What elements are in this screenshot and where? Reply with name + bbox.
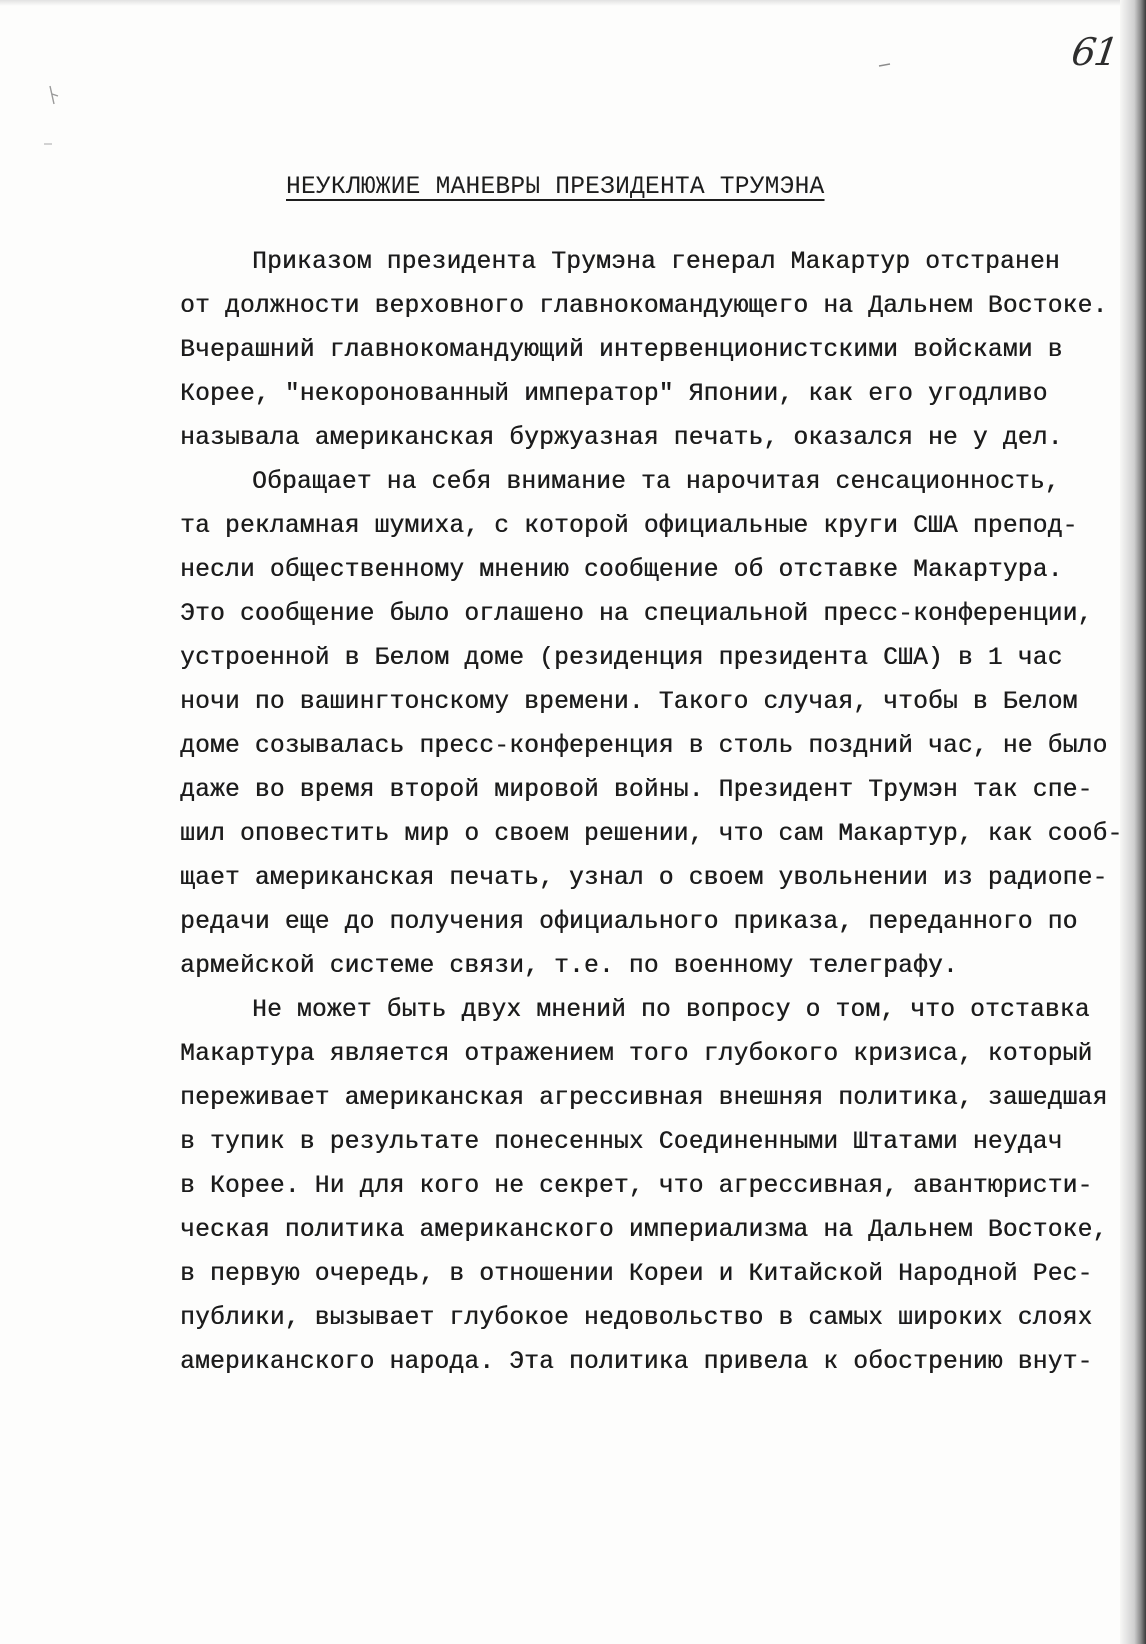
text-line: Это сообщение было оглашено на специальной пресс-конференции, [180,601,1093,628]
folio-number: 61 [1068,30,1120,74]
text-line: щает американская печать, узнал о своем увольнении из радиопе- [180,865,1108,892]
text-line: Корее, "некоронованный император" Японии, как его угодливо [180,381,1048,408]
page-right-edge [1120,0,1146,1644]
text-line: несли общественному мнению сообщение об отставке Макартура. [180,557,1063,584]
document-title: НЕУКЛЮЖИЕ МАНЕВРЫ ПРЕЗИДЕНТА ТРУМЭНА [286,174,825,201]
text-line: переживает американская агрессивная внешняя политика, зашедшая [180,1085,1108,1112]
text-line: армейской системе связи, т.е. по военному телеграфу. [180,953,958,980]
text-line: ночи по вашингтонскому времени. Такого случая, чтобы в Белом [180,689,1078,716]
text-line: ческая политика американского империализма на Дальнем Востоке, [180,1217,1108,1244]
text-line: устроенной в Белом доме (резиденция президента США) в 1 час [180,645,1063,672]
text-line: Не может быть двух мнений по вопросу о том, что отставка [252,997,1090,1024]
text-line: шил оповестить мир о своем решении, что сам Макартур, как сооб- [180,821,1123,848]
page-top-edge [0,0,1146,6]
text-line: Вчерашний главнокомандующий интервенционистскими войсками в [180,337,1063,364]
text-line: редачи еще до получения официального приказа, переданного по [180,909,1078,936]
pencil-mark-icon [42,82,82,162]
text-line: в Корее. Ни для кого не секрет, что агрессивная, авантюристи- [180,1173,1093,1200]
text-line: в тупик в результате понесенных Соединенными Штатами неудач [180,1129,1063,1156]
text-line: в первую очередь, в отношении Кореи и Китайской Народной Рес- [180,1261,1093,1288]
text-line: публики, вызывает глубокое недовольство в самых широких слоях [180,1305,1093,1332]
text-line: Приказом президента Трумэна генерал Макартур отстранен [252,249,1060,276]
text-line: даже во время второй мировой войны. Президент Трумэн так спе- [180,777,1093,804]
ink-speck-icon [878,62,892,68]
text-line: Обращает на себя внимание та нарочитая сенсационность, [252,469,1060,496]
text-line: называла американская буржуазная печать, оказался не у дел. [180,425,1063,452]
text-line: от должности верховного главнокомандующего на Дальнем Востоке. [180,293,1108,320]
text-line: та рекламная шумиха, с которой официальные круги США препод- [180,513,1078,540]
text-line: американского народа. Эта политика привела к обострению внут- [180,1349,1093,1376]
text-line: Макартура является отражением того глубокого кризиса, который [180,1041,1093,1068]
text-line: доме созывалась пресс-конференция в столь поздний час, не было [180,733,1108,760]
